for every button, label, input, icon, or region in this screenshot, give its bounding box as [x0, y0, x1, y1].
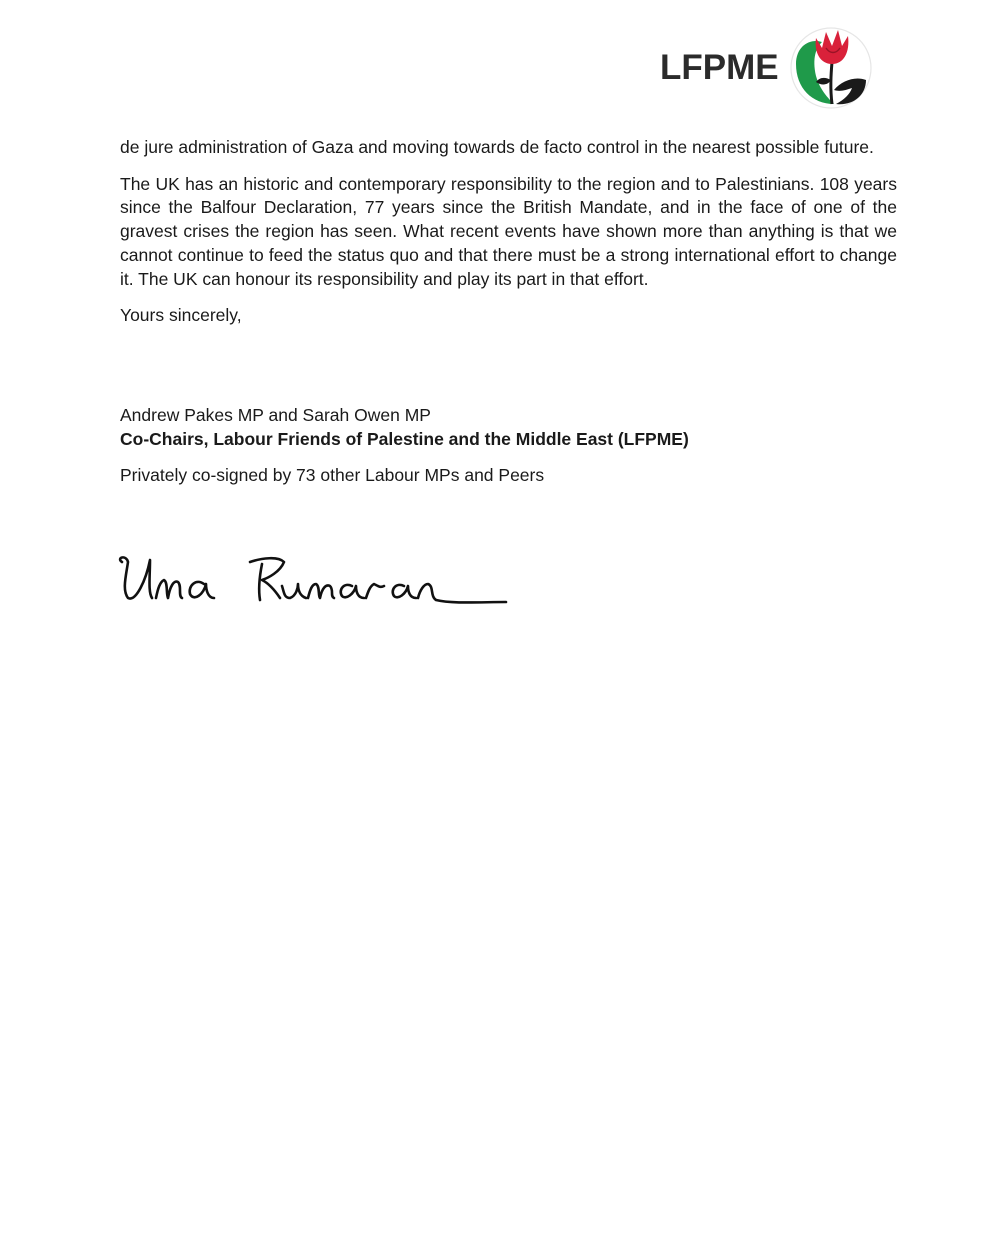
logo-text: LFPME: [660, 48, 779, 87]
letter-closing: Yours sincerely,: [120, 305, 242, 326]
lfpme-logo: [660, 18, 880, 114]
rose-icon: [786, 18, 876, 114]
signatories-block: [120, 403, 900, 487]
letter-body: [120, 136, 897, 341]
cosigned-note: Privately co-signed by 73 other Labour MPs and Peers: [120, 465, 545, 485]
signatory-names: Andrew Pakes MP and Sarah Owen MP: [120, 405, 431, 425]
handwritten-signature: [112, 540, 512, 620]
signatory-role: Co-Chairs, Labour Friends of Palestine and the Middle East (LFPME): [120, 429, 689, 449]
letter-paragraph: The UK has an historic and contemporary responsibility to the region and to Palestinians. 108 years since the Balfour Declaration, 77 years since the British Mandate, and in the face of one of the gravest crises the region has seen. What recent events have shown more than anything is that we cannot continue to feed the status quo and that there must be a strong international effort to change it. The UK can honour its responsibility and play its part in that effort.: [120, 173, 897, 289]
letter-paragraph: de jure administration of Gaza and moving towards de facto control in the nearest possible future.: [120, 137, 874, 157]
